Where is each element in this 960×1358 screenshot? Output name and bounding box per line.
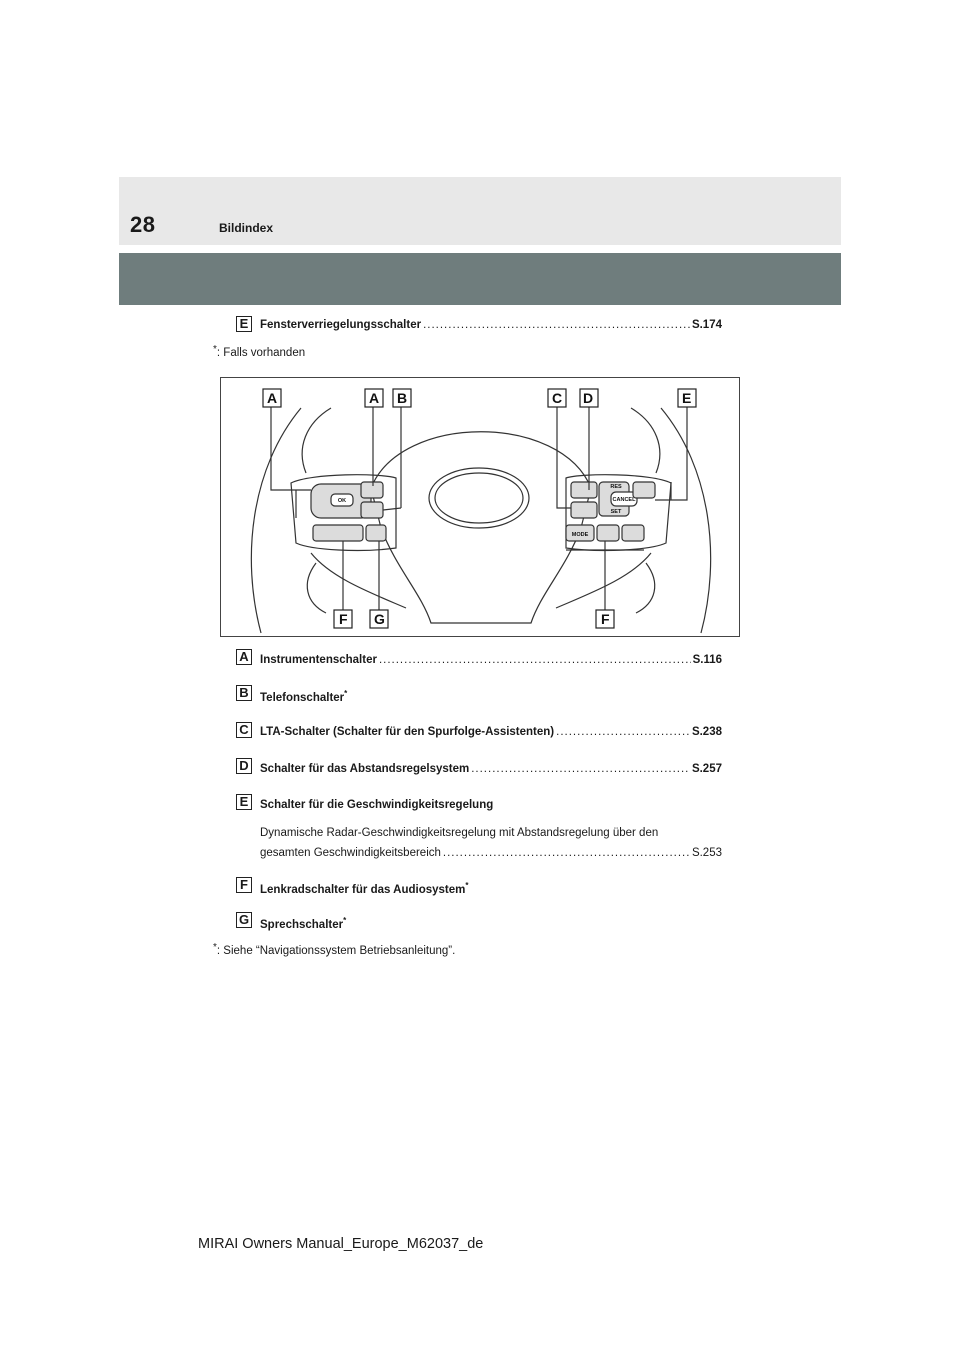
callout-f-left (334, 610, 352, 628)
badge-b: B (236, 685, 252, 701)
entry-distance-control-switch (260, 763, 722, 775)
callouts-top (263, 389, 696, 407)
callout-c (548, 389, 566, 407)
asterisk: * (465, 881, 469, 890)
res-button-label: RES (610, 484, 622, 490)
svg-text:E: E (682, 390, 692, 406)
asterisk: * (213, 344, 217, 355)
page-ref: S.238 (691, 726, 722, 738)
footer-manual-id: MIRAI Owners Manual_Europe_M62037_de (198, 1236, 484, 1252)
callouts-bottom (334, 610, 614, 628)
callout-a-left (263, 389, 281, 407)
entry-label: Lenkradschalter für das Audiosystem (260, 884, 466, 896)
entry-audio-steering-switch (260, 881, 722, 896)
entry-lta-switch (260, 726, 722, 738)
entry-label: Fensterverriegelungsschalter (260, 319, 422, 331)
page-ref: S.253 (691, 847, 722, 859)
set-button-label: SET (610, 509, 622, 515)
emblem (429, 468, 529, 528)
leader-dots (423, 319, 690, 331)
svg-text:G: G (374, 611, 385, 627)
svg-text:D: D (583, 390, 594, 406)
wheel-upper-right (631, 408, 660, 473)
asterisk: * (344, 689, 348, 698)
badge-a: A (236, 649, 252, 665)
page-number: 28 (130, 212, 156, 237)
badge-f: F (236, 877, 252, 893)
page-ref: S.257 (691, 763, 722, 775)
wheel-hub (371, 432, 591, 623)
leader-dots (443, 843, 690, 863)
page-ref: S.174 (691, 319, 722, 331)
callout-a-center (365, 389, 383, 407)
steering-wheel-illustration (221, 378, 740, 637)
asterisk: * (343, 916, 347, 925)
svg-text:C: C (552, 390, 563, 406)
svg-text:A: A (369, 390, 380, 406)
title-bar (119, 253, 841, 305)
callout-d (580, 389, 598, 407)
steering-wheel-figure (220, 377, 740, 637)
entry-label: Sprechschalter (260, 919, 344, 931)
ok-button-label: OK (337, 498, 347, 504)
badge-c: C (236, 722, 252, 738)
note-text: : Siehe “Navigationssystem Betriebsanleitung”. (216, 945, 456, 957)
badge-g: G (236, 912, 252, 928)
svg-text:F: F (339, 611, 348, 627)
description-text: gesamten Geschwindigkeitsbereich (260, 847, 441, 859)
page-ref: S.116 (692, 654, 722, 666)
badge-e-window-lock: E (236, 316, 252, 332)
entry-label: Instrumentenschalter (260, 654, 377, 666)
note-navigation-manual (213, 942, 455, 957)
callout-f-right (596, 610, 614, 628)
callout-b (393, 389, 411, 407)
callout-e (678, 389, 696, 407)
wheel-upper-left (302, 408, 331, 473)
entry-label: Schalter für das Abstandsregelsystem (260, 763, 470, 775)
svg-text:B: B (397, 390, 408, 406)
entry-label: Schalter für die Geschwindigkeitsregelung (260, 799, 494, 811)
entry-label: Telefonschalter (260, 692, 345, 704)
entry-talk-switch (260, 916, 722, 931)
cruise-control-description (260, 823, 722, 863)
entry-window-lock-switch (260, 319, 722, 331)
badge-e: E (236, 794, 252, 810)
description-line-2 (260, 843, 722, 863)
entry-telephone-switch (260, 689, 722, 704)
callout-g (370, 610, 388, 628)
badge-d: D (236, 758, 252, 774)
description-line-1: Dynamische Radar-Geschwindigkeitsregelung mit Abstandsregelung über den (260, 827, 659, 839)
mode-button-label: MODE (571, 532, 589, 538)
note-text: : Falls vorhanden (216, 347, 306, 359)
asterisk: * (213, 942, 217, 953)
leader-dots (471, 763, 690, 775)
cancel-button-label: CANCEL (612, 497, 636, 503)
entry-label: LTA-Schalter (Schalter für den Spurfolge-Assistenten) (260, 726, 555, 738)
section-title: Bildindex (219, 221, 274, 235)
svg-text:A: A (267, 390, 278, 406)
leader-dots (556, 726, 690, 738)
entry-instrument-switches (260, 654, 722, 666)
leader-dots (379, 654, 691, 666)
svg-text:F: F (601, 611, 610, 627)
note-if-equipped (213, 344, 305, 359)
leader-a-left (271, 406, 311, 518)
entry-cruise-control-switch (260, 799, 722, 811)
